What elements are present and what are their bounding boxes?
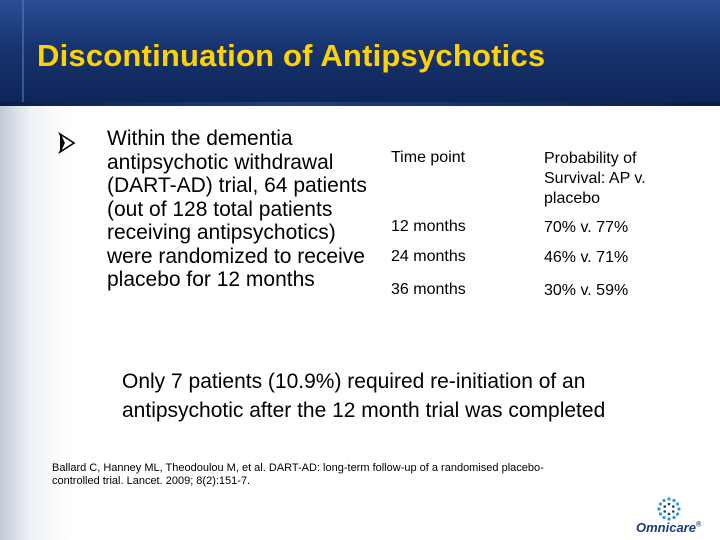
table-cell: 70% v. 77% bbox=[544, 219, 629, 236]
slide-header bbox=[0, 0, 720, 106]
omnicare-logo bbox=[636, 496, 716, 540]
table-cell: 30% v. 59% bbox=[544, 282, 629, 299]
summary-note: Only 7 patients (10.9%) required re-initiation of an antipsychotic after the 12 month trial was completed bbox=[122, 370, 606, 422]
table-cell: 24 months bbox=[391, 248, 466, 265]
omnicare-logo-icon bbox=[656, 496, 682, 522]
table-cell: 36 months bbox=[391, 281, 466, 298]
slide-title: Discontinuation of Antipsychotics bbox=[37, 38, 546, 73]
survival-table bbox=[381, 141, 683, 304]
table-header-cell: Time point bbox=[391, 149, 466, 166]
table-row bbox=[381, 274, 683, 304]
omnicare-wordmark: Omnicare® bbox=[636, 520, 702, 535]
arrow-bullet-icon bbox=[58, 132, 76, 154]
bullet-text: Within the dementia antipsychotic withdrawal (DART-AD) trial, 64 patients (out of 128 total patients receiving antipsychotics) were randomized to receive placebo for 12 months bbox=[107, 127, 367, 291]
table-cell: 46% v. 71% bbox=[544, 249, 629, 266]
table-header-row bbox=[381, 141, 683, 214]
table-cell: 12 months bbox=[391, 218, 466, 235]
table-row bbox=[381, 244, 683, 274]
table-row bbox=[381, 214, 683, 244]
citation: Ballard C, Hanney ML, Theodoulou M, et al. DART-AD: long-term follow-up of a randomised placebo-controlled trial. Lancet. 2009; 8(2):151-7. bbox=[52, 462, 544, 487]
header-accent-line bbox=[22, 0, 24, 106]
table-header-cell: Probability of Survival: AP v. placebo bbox=[544, 150, 646, 207]
header-bottom-rule bbox=[0, 102, 720, 106]
